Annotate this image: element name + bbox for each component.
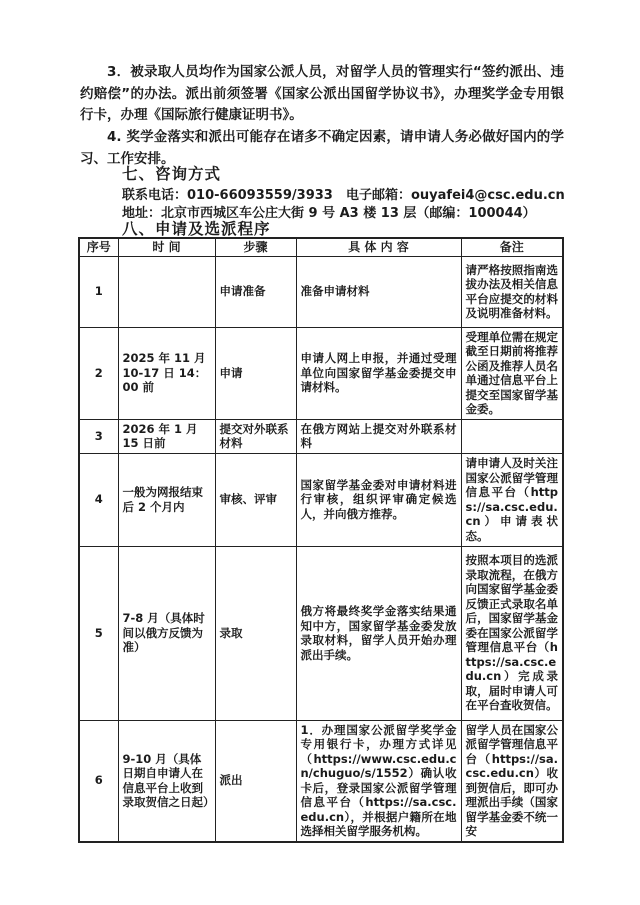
cell-content: 俄方将最终奖学金落实结果通知中方，国家留学基金委发放录取材料，留学人员开始办理派出手续。 <box>296 546 461 720</box>
cell-note: 按照本项目的选派录取流程，在俄方向国家留学基金委反馈正式录取名单后，国家留学基金委在国家公派留学管理信息平台（https://sa.csc.edu.cn）完成录取，届时申请人可在平台查收贺信。 <box>461 546 563 720</box>
cell-no: 5 <box>79 546 118 720</box>
cell-time <box>118 256 215 327</box>
cell-time: 9-10 月（具体日期自申请人在信息平台上收到录取贺信之日起） <box>118 720 215 842</box>
cell-note: 受理单位需在规定截至日期前将推荐公函及推荐人员名单通过信息平台上提交至国家留学基金委。 <box>461 327 563 419</box>
cell-note: 请申请人及时关注国家公派留学管理信息平台（https://sa.csc.edu.cn）申请表状态。 <box>461 453 563 546</box>
table-row-4 <box>79 453 563 546</box>
cell-note <box>461 419 563 453</box>
contact-phone: 联系电话：010-66093559/3933 <box>122 188 333 203</box>
cell-step: 提交对外联系材料 <box>215 419 296 453</box>
col-header-content: 具 体 内 容 <box>296 238 461 256</box>
cell-time: 7-8 月（具体时间以俄方反馈为准） <box>118 546 215 720</box>
cell-no: 6 <box>79 720 118 842</box>
cell-content: 在俄方网站上提交对外联系材料 <box>296 419 461 453</box>
contact-email: 电子邮箱：ouyafei4@csc.edu.cn <box>346 188 565 203</box>
table-row-6 <box>79 720 563 842</box>
cell-step: 派出 <box>215 720 296 842</box>
procedure-table <box>78 237 564 843</box>
cell-no: 1 <box>79 256 118 327</box>
section-heading-consult: 七、咨询方式 <box>122 165 222 183</box>
col-header-step: 步骤 <box>215 238 296 256</box>
table-row-3 <box>79 419 563 453</box>
cell-time: 一般为网报结束后 2 个月内 <box>118 453 215 546</box>
cell-no: 3 <box>79 419 118 453</box>
table-row-2 <box>79 327 563 419</box>
cell-content: 国家留学基金委对申请材料进行审核，组织评审确定候选人，并向俄方推荐。 <box>296 453 461 546</box>
paragraph-3: 3．被录取人员均作为国家公派人员，对留学人员的管理实行“签约派出、违约赔偿”的办法。派出前须签署《国家公派出国留学协议书》，办理奖学金专用银行卡，办理《国际旅行健康证明书》。 <box>80 64 564 123</box>
col-header-note: 备注 <box>461 238 563 256</box>
cell-time: 2025 年 11 月 10-17 日 14：00 前 <box>118 327 215 419</box>
cell-content: 申请人网上申报，并通过受理单位向国家留学基金委提交申请材料。 <box>296 327 461 419</box>
cell-time: 2026 年 1 月 15 日前 <box>118 419 215 453</box>
table-row-5 <box>79 546 563 720</box>
table-row-1 <box>79 256 563 327</box>
cell-note: 留学人员在国家公派留学管理信息平台（https://sa.csc.edu.cn）收到贺信后，即可办理派出手续（国家留学基金委不统一安 <box>461 720 563 842</box>
cell-note: 请严格按照指南选拔办法及相关信息平台应提交的材料及说明准备材料。 <box>461 256 563 327</box>
table-header-row <box>79 238 563 256</box>
cell-no: 4 <box>79 453 118 546</box>
cell-step: 申请准备 <box>215 256 296 327</box>
cell-step: 申请 <box>215 327 296 419</box>
cell-step: 录取 <box>215 546 296 720</box>
cell-step: 审核、评审 <box>215 453 296 546</box>
section-heading-procedure: 八、申请及选派程序 <box>122 220 271 238</box>
col-header-time: 时 间 <box>118 238 215 256</box>
cell-no: 2 <box>79 327 118 419</box>
paragraph-4: 4. 奖学金落实和派出可能存在诸多不确定因素，请申请人务必做好国内的学习、工作安排。 <box>80 129 564 167</box>
col-header-no: 序号 <box>79 238 118 256</box>
cell-content: 准备申请材料 <box>296 256 461 327</box>
cell-content: 1．办理国家公派留学奖学金专用银行卡，办理方式详见（https://www.csc.edu.cn/chuguo/s/1552）确认收卡后，登录国家公派留学管理信息平台（https://sa.csc.edu.cn），并根据户籍所在地选择相关留学服务机构。 <box>296 720 461 842</box>
contact-address: 地址：北京市西城区车公庄大街 9 号 A3 楼 13 层（邮编：100044） <box>122 206 536 221</box>
